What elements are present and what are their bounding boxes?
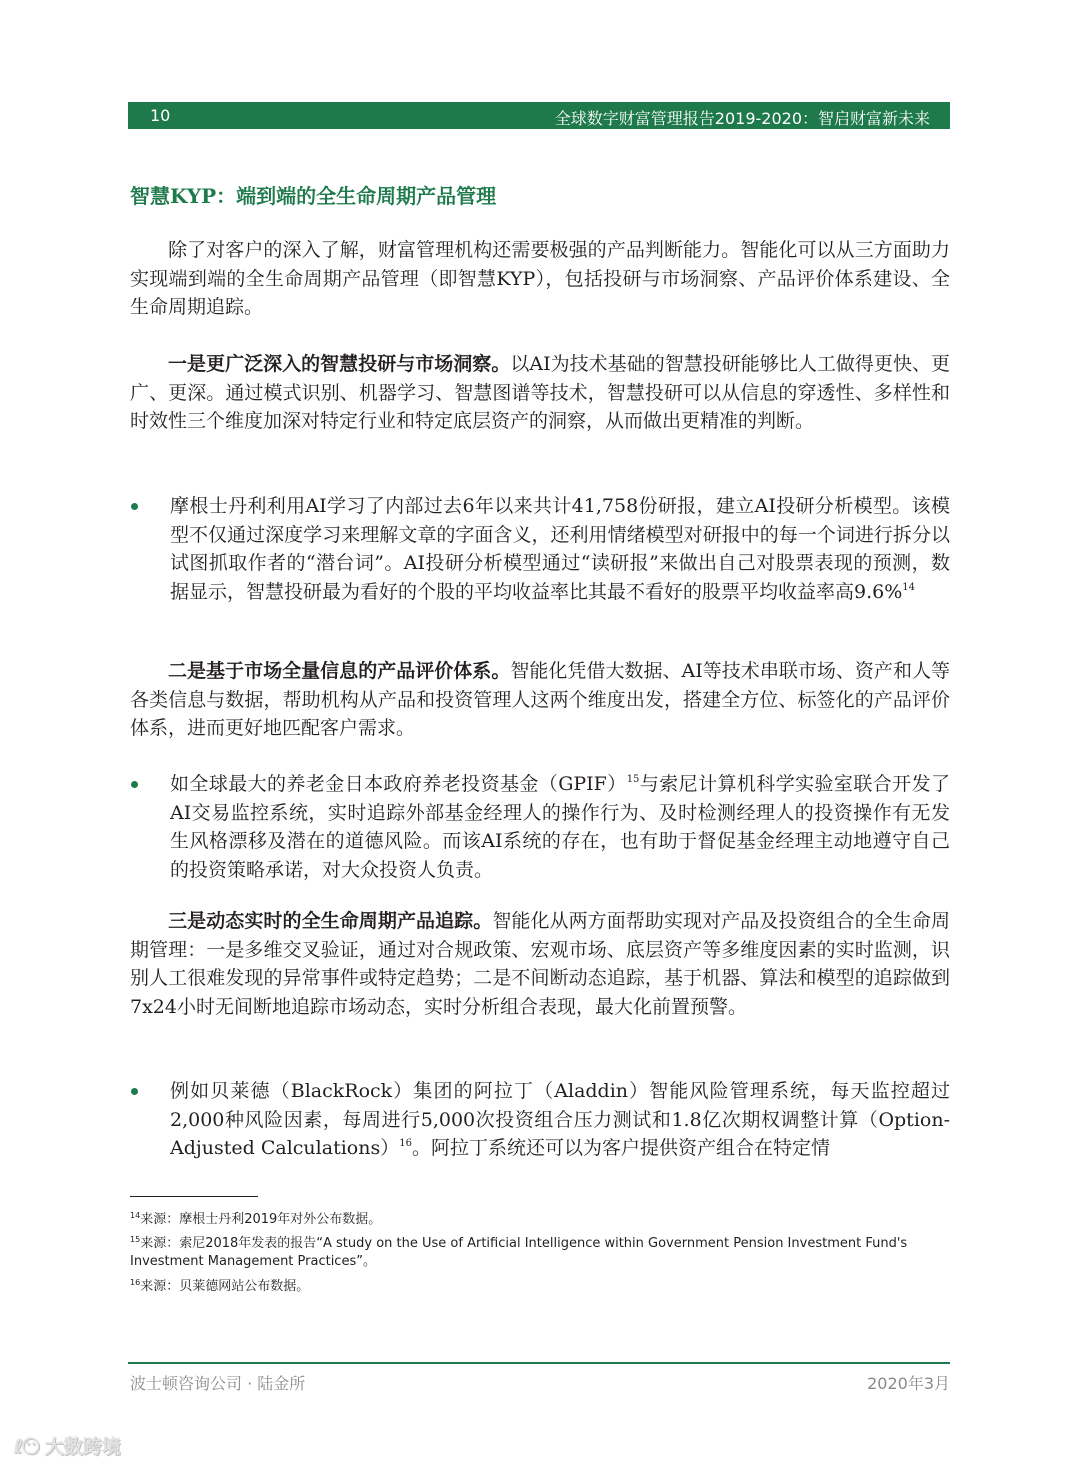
bullet-1-text: 摩根士丹利利用AI学习了内部过去6年以来共计41,758份研报，建立AI投研分析模型。该模型不仅通过深度学习来理解文章的字面含义，还利用情绪模型对研报中的每一个词进行拆分以试图抓取作者的“潜台词”。AI投研分析模型通过“读研报”来做出自己对股票表现的预测，数据显示，智慧投研最为看好的个股的平均收益率比其最不看好的股票平均收益率高9.6%: [170, 495, 950, 603]
footnote-16: [130, 1278, 950, 1296]
watermark-logo-icon: ℓ😶: [14, 1436, 39, 1458]
bullet-dot-icon: [131, 781, 138, 788]
bullet-2-text: 如全球最大的养老金日本政府养老投资基金（GPIF）: [170, 773, 627, 795]
footnote-divider: [130, 1196, 258, 1197]
footnote-15: [130, 1235, 950, 1271]
point-3-paragraph: [130, 907, 950, 1021]
bullet-blackrock: [130, 1077, 950, 1163]
point-3-body: 智能化从两方面帮助实现对产品及投资组合的全生命周期管理：一是多维交叉验证，通过对合规政策、宏观市场、底层资产等多维度因素的实时监测，识别人工很难发现的异常事件或特定趋势；二是不间断动态追踪，基于机器、算法和模型的追踪做到7x24小时无间断地追踪市场动态，实时分析组合表现，最大化前置预警。: [130, 910, 950, 1018]
footnote-text: 来源：贝莱德网站公布数据。: [140, 1279, 310, 1294]
footer-divider: [128, 1362, 950, 1364]
point-1-lead: 一是更广泛深入的智慧投研与市场洞察。: [168, 353, 511, 375]
bullet-gpif: [130, 770, 950, 884]
footnote-number: 14: [130, 1211, 141, 1220]
watermark: [14, 1432, 121, 1459]
section-title: 智慧KYP：端到端的全生命周期产品管理: [130, 184, 497, 208]
watermark-text: 大数跨境: [44, 1436, 121, 1458]
footer-date: 2020年3月: [867, 1374, 950, 1393]
bullet-dot-icon: [131, 503, 138, 510]
footnote-ref-16[interactable]: 16: [399, 1138, 412, 1149]
footer-publisher: 波士顿咨询公司 · 陆金所: [130, 1374, 306, 1393]
footnote-ref-14[interactable]: 14: [902, 581, 916, 593]
intro-text: 除了对客户的深入了解，财富管理机构还需要极强的产品判断能力。智能化可以从三方面助力实现端到端的全生命周期产品管理（即智慧KYP），包括投研与市场洞察、产品评价体系建设、全生命周期追踪。: [130, 239, 950, 318]
bullet-2-tail: 与索尼计算机科学实验室联合开发了AI交易监控系统，实时追踪外部基金经理人的操作行为、及时检测经理人的投资操作有无发生风格漂移及潜在的道德风险。而该AI系统的存在，也有助于督促基金经理主动地遵守自己的投资策略承诺，对大众投资人负责。: [170, 773, 950, 881]
point-2-lead: 二是基于市场全量信息的产品评价体系。: [168, 660, 511, 682]
point-3-lead: 三是动态实时的全生命周期产品追踪。: [168, 910, 493, 932]
point-1-paragraph: [130, 350, 950, 436]
bullet-dot-icon: [131, 1088, 138, 1095]
footnote-text: 来源：摩根士丹利2019年对外公布数据。: [140, 1212, 382, 1227]
header-bar: [128, 102, 950, 129]
point-2-paragraph: [130, 657, 950, 743]
footnote-number: 15: [130, 1235, 141, 1244]
page-number: 10: [150, 106, 171, 125]
footnote-number: 16: [130, 1278, 141, 1287]
intro-paragraph: [130, 236, 950, 322]
point-2-body: 智能化凭借大数据、AI等技术串联市场、资产和人等各类信息与数据，帮助机构从产品和投资管理人这两个维度出发，搭建全方位、标签化的产品评价体系，进而更好地匹配客户需求。: [130, 660, 950, 739]
footnote-ref-15[interactable]: 15: [626, 774, 640, 785]
footnote-14: [130, 1211, 950, 1229]
bullet-3-text: 例如贝莱德（BlackRock）集团的阿拉丁（Aladdin）智能风险管理系统，每天监控超过2,000种风险因素，每周进行5,000次投资组合压力测试和1.8亿次期权调整计算（Option-Adjusted Calculations）: [170, 1080, 950, 1159]
footnote-text: 来源：索尼2018年发表的报告“A study on the Use of Artificial Intelligence within Government Pension Investment Fund's Investment Management Practices”。: [130, 1236, 908, 1269]
report-title: 全球数字财富管理报告2019-2020：智启财富新未来: [554, 109, 930, 128]
bullet-morgan-stanley: [130, 492, 950, 606]
point-1-body: 以AI为技术基础的智慧投研能够比人工做得更快、更广、更深。通过模式识别、机器学习、智慧图谱等技术，智慧投研可以从信息的穿透性、多样性和时效性三个维度加深对特定行业和特定底层资产的洞察，从而做出更精准的判断。: [130, 353, 950, 432]
bullet-3-tail: 。阿拉丁系统还可以为客户提供资产组合在特定情: [411, 1137, 830, 1159]
